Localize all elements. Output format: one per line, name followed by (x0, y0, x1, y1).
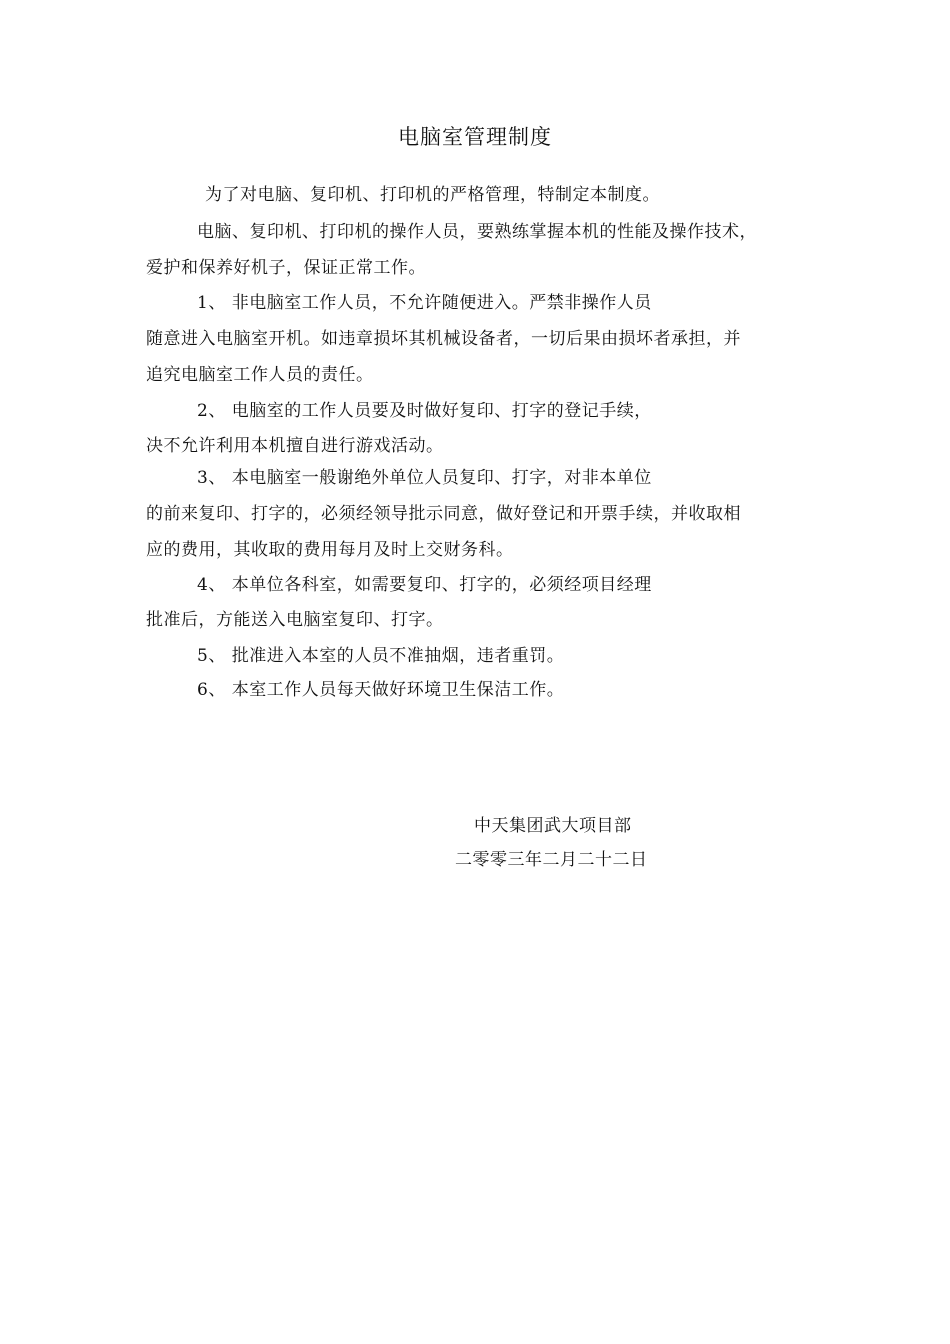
signature-organization: 中天集团武大项目部 (474, 816, 632, 836)
rule-1-line-a: 1、 非电脑室工作人员，不允许随便进入。严禁非操作人员 (197, 293, 652, 313)
signature-date: 二零零三年二月二十二日 (455, 850, 648, 870)
rule-5-line: 5、 批准进入本室的人员不准抽烟，违者重罚。 (197, 646, 565, 666)
rule-2-line-a: 2、 电脑室的工作人员要及时做好复印、打字的登记手续， (197, 401, 652, 421)
rule-4-line-a: 4、 本单位各科室，如需要复印、打字的，必须经项目经理 (197, 575, 652, 595)
rule-1-line-c: 追究电脑室工作人员的责任。 (146, 365, 374, 385)
rule-2-line-b: 决不允许利用本机擅自进行游戏活动。 (146, 436, 444, 456)
intro-line-1: 为了对电脑、复印机、打印机的严格管理，特制定本制度。 (205, 185, 660, 205)
document-title: 电脑室管理制度 (398, 125, 552, 149)
intro-line-2a: 电脑、复印机、打印机的操作人员，要熟练掌握本机的性能及操作技术， (197, 222, 757, 242)
rule-1-line-b: 随意进入电脑室开机。如违章损坏其机械设备者，一切后果由损坏者承担，并 (146, 329, 741, 349)
rule-3-line-c: 应的费用，其收取的费用每月及时上交财务科。 (146, 540, 514, 560)
rule-6-line: 6、 本室工作人员每天做好环境卫生保洁工作。 (197, 680, 565, 700)
intro-line-2b: 爱护和保养好机子，保证正常工作。 (146, 258, 426, 278)
rule-3-line-a: 3、 本电脑室一般谢绝外单位人员复印、打字，对非本单位 (197, 468, 652, 488)
rule-3-line-b: 的前来复印、打字的，必须经领导批示同意，做好登记和开票手续，并收取相 (146, 504, 741, 524)
rule-4-line-b: 批准后，方能送入电脑室复印、打字。 (146, 610, 444, 630)
